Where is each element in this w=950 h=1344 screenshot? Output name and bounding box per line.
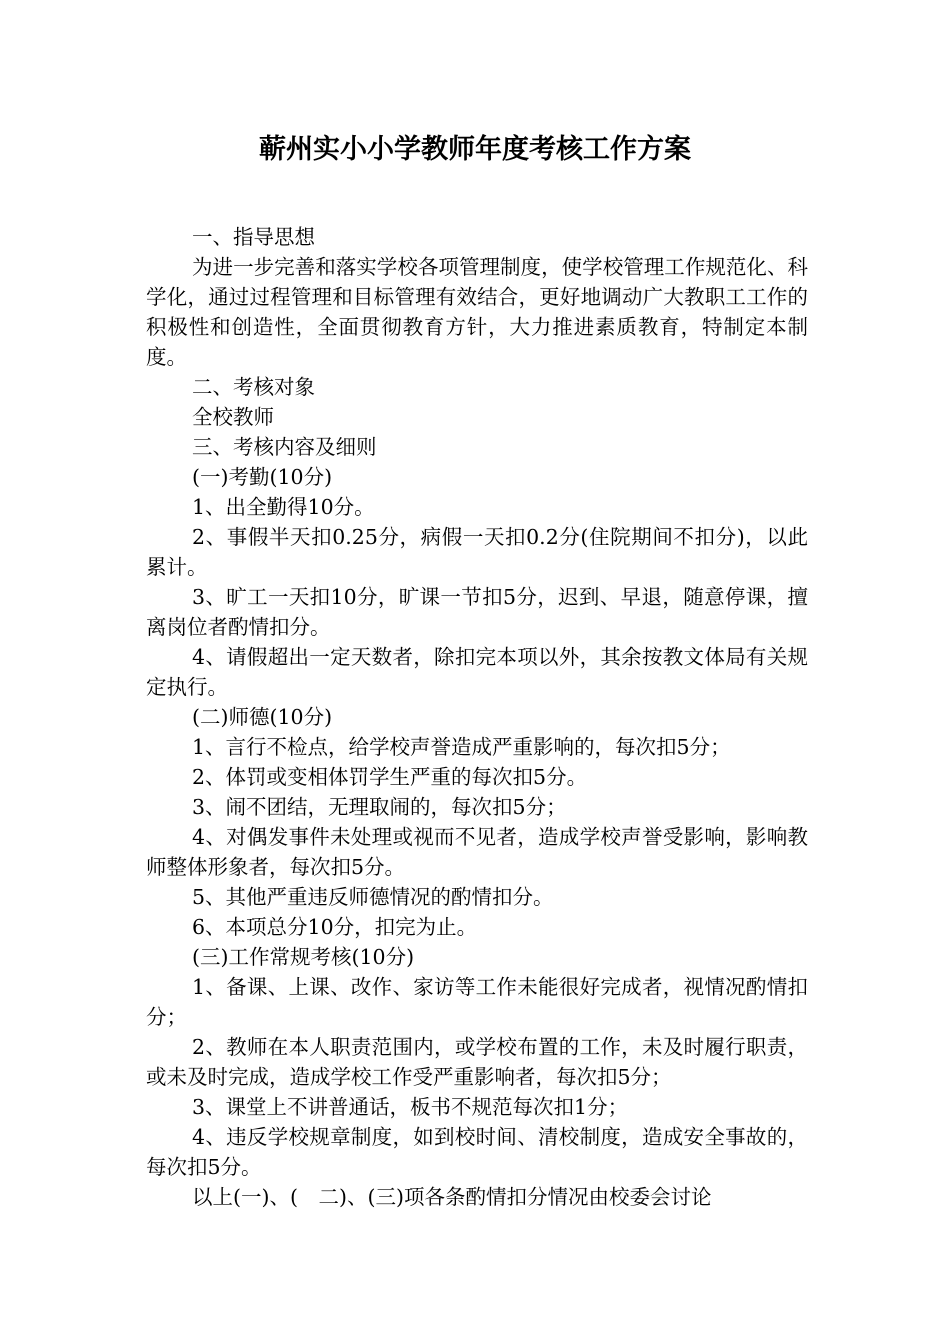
- list-item: 3、课堂上不讲普通话，板书不规范每次扣1分；: [192, 1095, 629, 1119]
- list-item: 4、请假超出一定天数者，除扣完本项以外，其余按教文体局有关规定执行。: [146, 645, 808, 699]
- list-item: 2、事假半天扣0.25分，病假一天扣0.2分(住院期间不扣分)，以此累计。: [146, 525, 808, 579]
- list-item: 2、体罚或变相体罚学生严重的每次扣5分。: [192, 765, 588, 789]
- document-title: 蕲州实小小学教师年度考核工作方案: [259, 134, 691, 165]
- list-item: 3、闹不团结，无理取闹的，每次扣5分；: [192, 795, 567, 819]
- list-item: 1、出全勤得10分。: [192, 495, 375, 519]
- list-item: 4、对偶发事件未处理或视而不见者，造成学校声誉受影响，影响教师整体形象者，每次扣5分。: [146, 825, 808, 879]
- section-heading-assessment-content: 三、考核内容及细则: [192, 435, 377, 459]
- list-item: 5、其他严重违反师德情况的酌情扣分。: [192, 885, 554, 909]
- list-item: 1、备课、上课、改作、家访等工作未能很好完成者，视情况酌情扣分；: [146, 975, 808, 1029]
- paragraph-guiding-ideology: 为进一步完善和落实学校各项管理制度，使学校管理工作规范化、科学化，通过过程管理和目标管理有效结合，更好地调动广大教职工工作的积极性和创造性，全面贯彻教育方针，大力推进素质教育，特制定本制度。: [146, 255, 808, 369]
- subsection-heading-attendance: (一)考勤(10分): [192, 465, 333, 489]
- list-item: 2、教师在本人职责范围内，或学校布置的工作，未及时履行职责，或未及时完成，造成学校工作受严重影响者，每次扣5分；: [146, 1035, 808, 1089]
- subsection-heading-teacher-ethics: (二)师德(10分): [192, 705, 333, 729]
- section-heading-guiding-ideology: 一、指导思想: [192, 225, 315, 249]
- document-body: [146, 222, 808, 1212]
- list-item: 4、违反学校规章制度，如到校时间、清校制度，造成安全事故的，每次扣5分。: [146, 1125, 808, 1179]
- list-item: 6、本项总分10分，扣完为止。: [192, 915, 478, 939]
- list-item: 3、旷工一天扣10分，旷课一节扣5分，迟到、早退，随意停课，擅离岗位者酌情扣分。: [146, 585, 808, 639]
- paragraph-assessment-target: 全校教师: [192, 405, 274, 429]
- subsection-heading-work-routine: (三)工作常规考核(10分): [192, 945, 415, 969]
- paragraph-summary: 以上(一)、( 二)、(三)项各条酌情扣分情况由校委会讨论: [192, 1185, 712, 1209]
- list-item: 1、言行不检点，给学校声誉造成严重影响的，每次扣5分；: [192, 735, 731, 759]
- section-heading-assessment-target: 二、考核对象: [192, 375, 315, 399]
